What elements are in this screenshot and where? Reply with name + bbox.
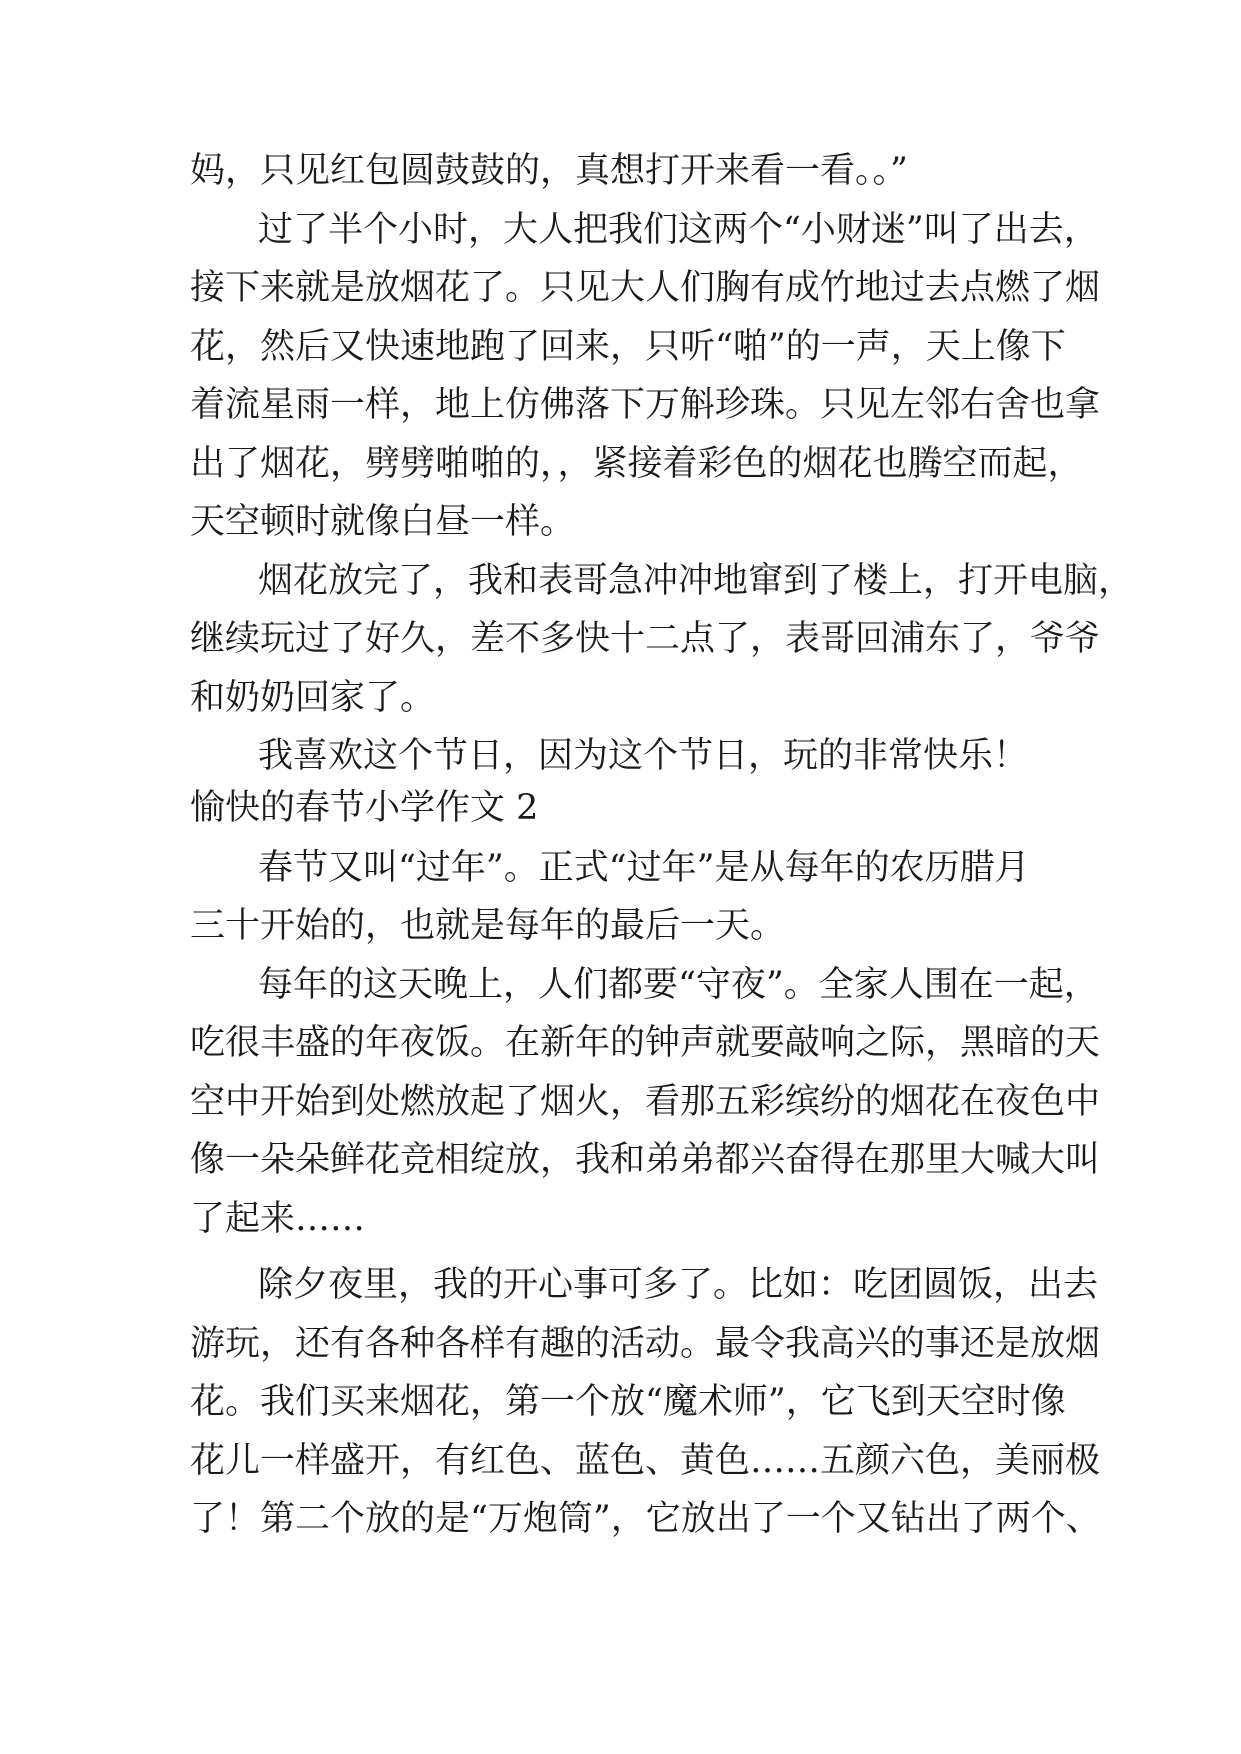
paragraph-start-line: 烟花放完了，我和表哥急冲冲地窜到了楼上，打开电脑， [258,561,1134,601]
text-line: 继续玩过了好久，差不多快十二点了，表哥回浦东了，爷爷 [190,619,1101,659]
text-line: 天空顿时就像白昼一样。 [190,502,576,542]
paragraph-start-line: 除夕夜里，我的开心事可多了。比如：吃团圆饭，出去 [258,1265,1099,1305]
text-line: 花儿一样盛开，有红色、蓝色、黄色……五颜六色，美丽极 [190,1441,1101,1481]
paragraph-start-line: 春节又叫“过年”。正式“过年”是从每年的农历腊月 [258,848,1030,888]
text-line: 花。我们买来烟花，第一个放“魔术师”，它飞到天空时像 [190,1382,1066,1422]
text-line: 花，然后又快速地跑了回来，只听“啪”的一声，天上像下 [190,327,1066,367]
text-line: 着流星雨一样，地上仿佛落下万斛珍珠。只见左邻右舍也拿 [190,385,1101,425]
paragraph-start-line: 每年的这天晚上，人们都要“守夜”。全家人围在一起， [258,965,1099,1005]
text-line: 接下来就是放烟花了。只见大人们胸有成竹地过去点燃了烟 [190,268,1101,308]
section-heading: 愉快的春节小学作文 2 [190,788,539,828]
text-line: 吃很丰盛的年夜饭。在新年的钟声就要敲响之际，黑暗的天 [190,1023,1101,1063]
text-line: 空中开始到处燃放起了烟火，看那五彩缤纷的烟花在夜色中 [190,1082,1101,1122]
text-line: 像一朵朵鲜花竞相绽放，我和弟弟都兴奋得在那里大喊大叫 [190,1140,1101,1180]
text-line: 游玩，还有各种各样有趣的活动。最令我高兴的事还是放烟 [190,1324,1101,1364]
paragraph-start-line: 我喜欢这个节日，因为这个节日，玩的非常快乐！ [258,736,1029,776]
text-line: 和奶奶回家了。 [190,678,436,718]
text-line: 妈，只见红包圆鼓鼓的，真想打开来看一看。。” [190,151,908,191]
text-line: 出了烟花，劈劈啪啪的，，紧接着彩色的烟花也腾空而起， [190,444,1083,484]
paragraph-start-line: 过了半个小时，大人把我们这两个“小财迷”叫了出去， [258,210,1099,250]
text-line: 了起来…… [190,1199,366,1239]
text-line: 了！第二个放的是“万炮筒”，它放出了一个又钻出了两个、 [190,1499,1101,1539]
text-line: 三十开始的，也就是每年的最后一天。 [190,906,786,946]
